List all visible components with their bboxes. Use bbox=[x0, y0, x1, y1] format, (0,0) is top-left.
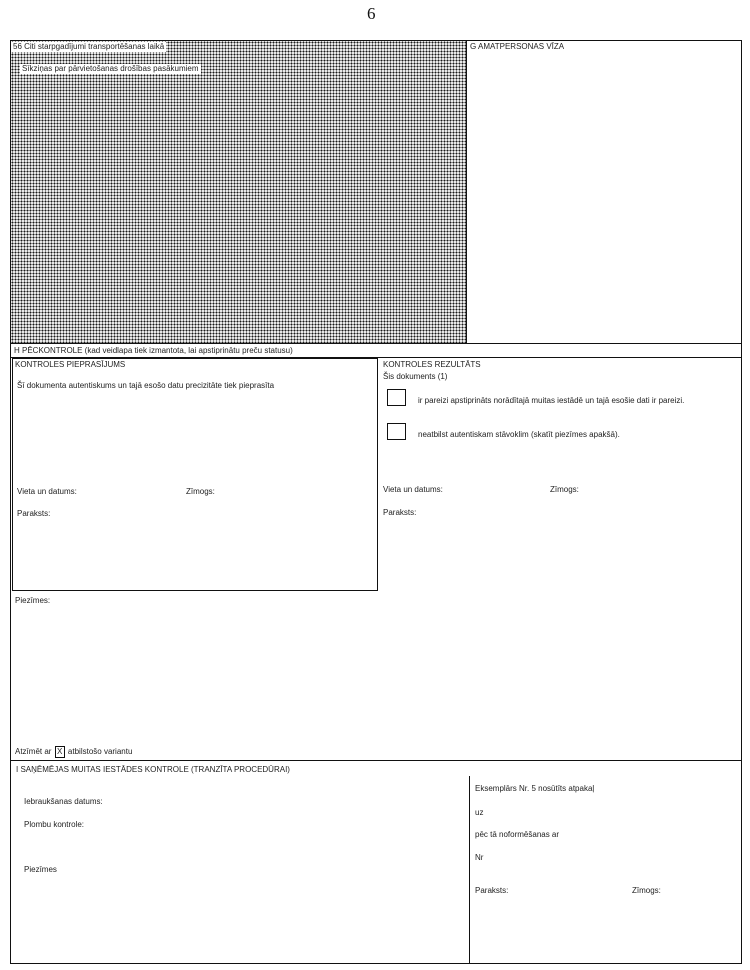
mark-instruction bbox=[15, 746, 132, 758]
result-option-incorrect-label: neatbilst autentiskam stāvoklim (skatīt piezīmes apakšā). bbox=[418, 430, 620, 439]
control-result-title: KONTROLES REZULTĀTS bbox=[383, 360, 481, 369]
control-request-box bbox=[12, 358, 378, 591]
request-place-date-label: Vieta un datums: bbox=[17, 487, 77, 496]
control-request-text: Šī dokumenta autentiskums un tajā esošo datu precizitāte tiek pieprasīta bbox=[17, 381, 275, 390]
request-stamp-label: Zīmogs: bbox=[186, 487, 215, 496]
result-option-correct-checkbox[interactable] bbox=[387, 389, 406, 406]
control-result-doc-label: Šis dokuments (1) bbox=[383, 372, 448, 381]
request-signature-label: Paraksts: bbox=[17, 509, 51, 518]
section-i-signature-label: Paraksts: bbox=[475, 886, 509, 895]
page-number: 6 bbox=[367, 4, 376, 23]
result-place-date-label: Vieta un datums: bbox=[383, 485, 443, 494]
result-signature-label: Paraksts: bbox=[383, 508, 417, 517]
result-option-correct-label: ir pareizi apstiprināts norādītajā muitas iestādē un tajā esošie dati ir pareizi. bbox=[418, 396, 685, 405]
section-h-title: H PĒCKONTROLE (kad veidlapa tiek izmantota, lai apstiprinātu preču statusu) bbox=[14, 346, 293, 355]
mark-x-box: X bbox=[55, 746, 65, 758]
section-56-dotted-area bbox=[11, 41, 466, 343]
divider-h-i bbox=[10, 760, 742, 761]
section-i-notes-label: Piezīmes bbox=[24, 865, 57, 874]
divider-i-columns bbox=[469, 776, 470, 964]
section-56-subtitle: Sīkziņas par pārvietošanas drošības pasākumiem bbox=[22, 64, 199, 73]
section-56-title: 56 Citi starpgadījumi transportēšanas laikā bbox=[13, 42, 165, 51]
seal-check-label: Plombu kontrole: bbox=[24, 820, 85, 829]
divider-56-g bbox=[466, 40, 467, 343]
copy-returned-label: Eksemplārs Nr. 5 nosūtīts atpakaļ bbox=[475, 784, 595, 793]
result-option-incorrect-checkbox[interactable] bbox=[387, 423, 406, 440]
result-stamp-label: Zīmogs: bbox=[550, 485, 579, 494]
after-registration-label: pēc tā noformēšanas ar bbox=[475, 830, 560, 839]
section-i-title: I SAŅĒMĒJAS MUITAS IESTĀDES KONTROLE (TRANZĪTA PROCEDŪRAI) bbox=[16, 765, 290, 774]
mark-prefix: Atzīmēt ar bbox=[15, 747, 52, 757]
divider-top-h bbox=[10, 343, 742, 344]
arrival-date-label: Iebraukšanas datums: bbox=[24, 797, 103, 806]
section-i-stamp-label: Zīmogs: bbox=[632, 886, 661, 895]
notes-label: Piezīmes: bbox=[15, 596, 51, 605]
section-g-title: G AMATPERSONAS VĪZA bbox=[470, 42, 565, 51]
mark-suffix: atbilstošo variantu bbox=[67, 747, 133, 757]
control-request-title: KONTROLES PIEPRASĪJUMS bbox=[15, 360, 126, 369]
to-label: uz bbox=[475, 808, 484, 817]
nr-label: Nr bbox=[475, 853, 484, 862]
